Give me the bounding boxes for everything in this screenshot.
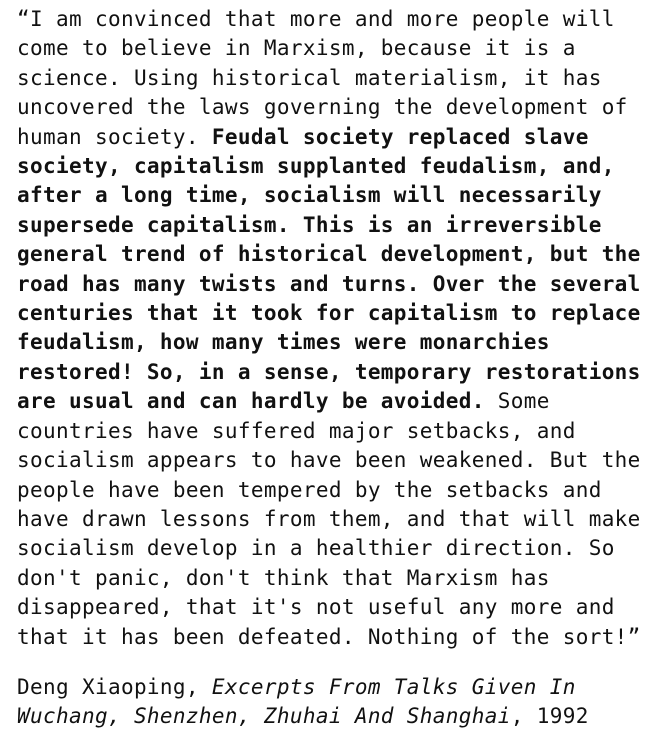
author-name: Deng Xiaoping, xyxy=(17,674,212,699)
emphasized-text: society, capitalism supplanted feudalism, and, xyxy=(17,154,615,179)
quote-segment: uncovered the laws governing the development of xyxy=(17,95,628,120)
emphasized-text: general trend of historical development, but the xyxy=(17,242,641,267)
quote-line xyxy=(17,328,662,357)
quote-line xyxy=(17,593,662,622)
quote-segment: countries have suffered major setbacks, and xyxy=(17,418,576,443)
quote-segment: socialism appears to have been weakened. But the xyxy=(17,448,641,473)
work-title-part-1: Excerpts From Talks Given In xyxy=(211,674,576,699)
publication-year: , 1992 xyxy=(510,704,589,729)
attribution xyxy=(17,673,662,732)
emphasized-text: restored! So, in a sense, temporary restorations xyxy=(17,359,641,384)
quote-line xyxy=(17,211,662,240)
quote-segment: human society. xyxy=(17,124,212,149)
quote-line xyxy=(17,446,662,475)
quote-segment: science. Using historical materialism, it has xyxy=(17,65,602,90)
quote-line xyxy=(17,387,662,416)
emphasized-text: centuries that it took for capitalism to replace xyxy=(17,301,641,326)
attribution-line-1 xyxy=(17,673,662,702)
quote-line xyxy=(17,270,662,299)
emphasized-text: are usual and can hardly be avoided. xyxy=(17,389,485,414)
quote-segment: “I am convinced that more and more people will xyxy=(17,7,615,31)
quote-line xyxy=(17,93,662,122)
quote-segment: disappeared, that it's not useful any more and xyxy=(17,595,615,620)
quote-segment: people have been tempered by the setbacks and xyxy=(17,477,602,502)
quote-line xyxy=(17,34,662,63)
quote-line xyxy=(17,181,662,210)
quote-line xyxy=(17,564,662,593)
attribution-line-2 xyxy=(17,702,662,731)
quote-line xyxy=(17,152,662,181)
emphasized-text: supersede capitalism. This is an irreversible xyxy=(17,212,602,237)
quote-line xyxy=(17,505,662,534)
quote-line xyxy=(17,123,662,152)
quote-line xyxy=(17,534,662,563)
quote-line xyxy=(17,623,662,652)
quote-line xyxy=(17,358,662,387)
work-title-part-2: Wuchang, Shenzhen, Zhuhai And Shanghai xyxy=(17,704,511,729)
emphasized-text: after a long time, socialism will necessarily xyxy=(17,183,602,208)
quote-segment: have drawn lessons from them, and that will make xyxy=(17,506,641,531)
quote-line xyxy=(17,476,662,505)
quote-line xyxy=(17,5,662,34)
quote-segment: socialism develop in a healthier direction. So xyxy=(17,536,615,561)
quote-line xyxy=(17,64,662,93)
quote-text xyxy=(17,5,662,652)
emphasized-text: road has many twists and turns. Over the several xyxy=(17,271,641,296)
quote-segment: come to believe in Marxism, because it is a xyxy=(17,36,576,61)
quote-line xyxy=(17,299,662,328)
quote-line xyxy=(17,417,662,446)
quote-segment: Some xyxy=(484,389,550,414)
emphasized-text: feudalism, how many times were monarchies xyxy=(17,330,550,355)
emphasized-text: Feudal society replaced slave xyxy=(211,124,589,149)
quote-line xyxy=(17,240,662,269)
quote-segment: that it has been defeated. Nothing of the sort!” xyxy=(17,624,641,649)
quote-segment: don't panic, don't think that Marxism has xyxy=(17,565,550,590)
quote-container xyxy=(17,5,662,732)
